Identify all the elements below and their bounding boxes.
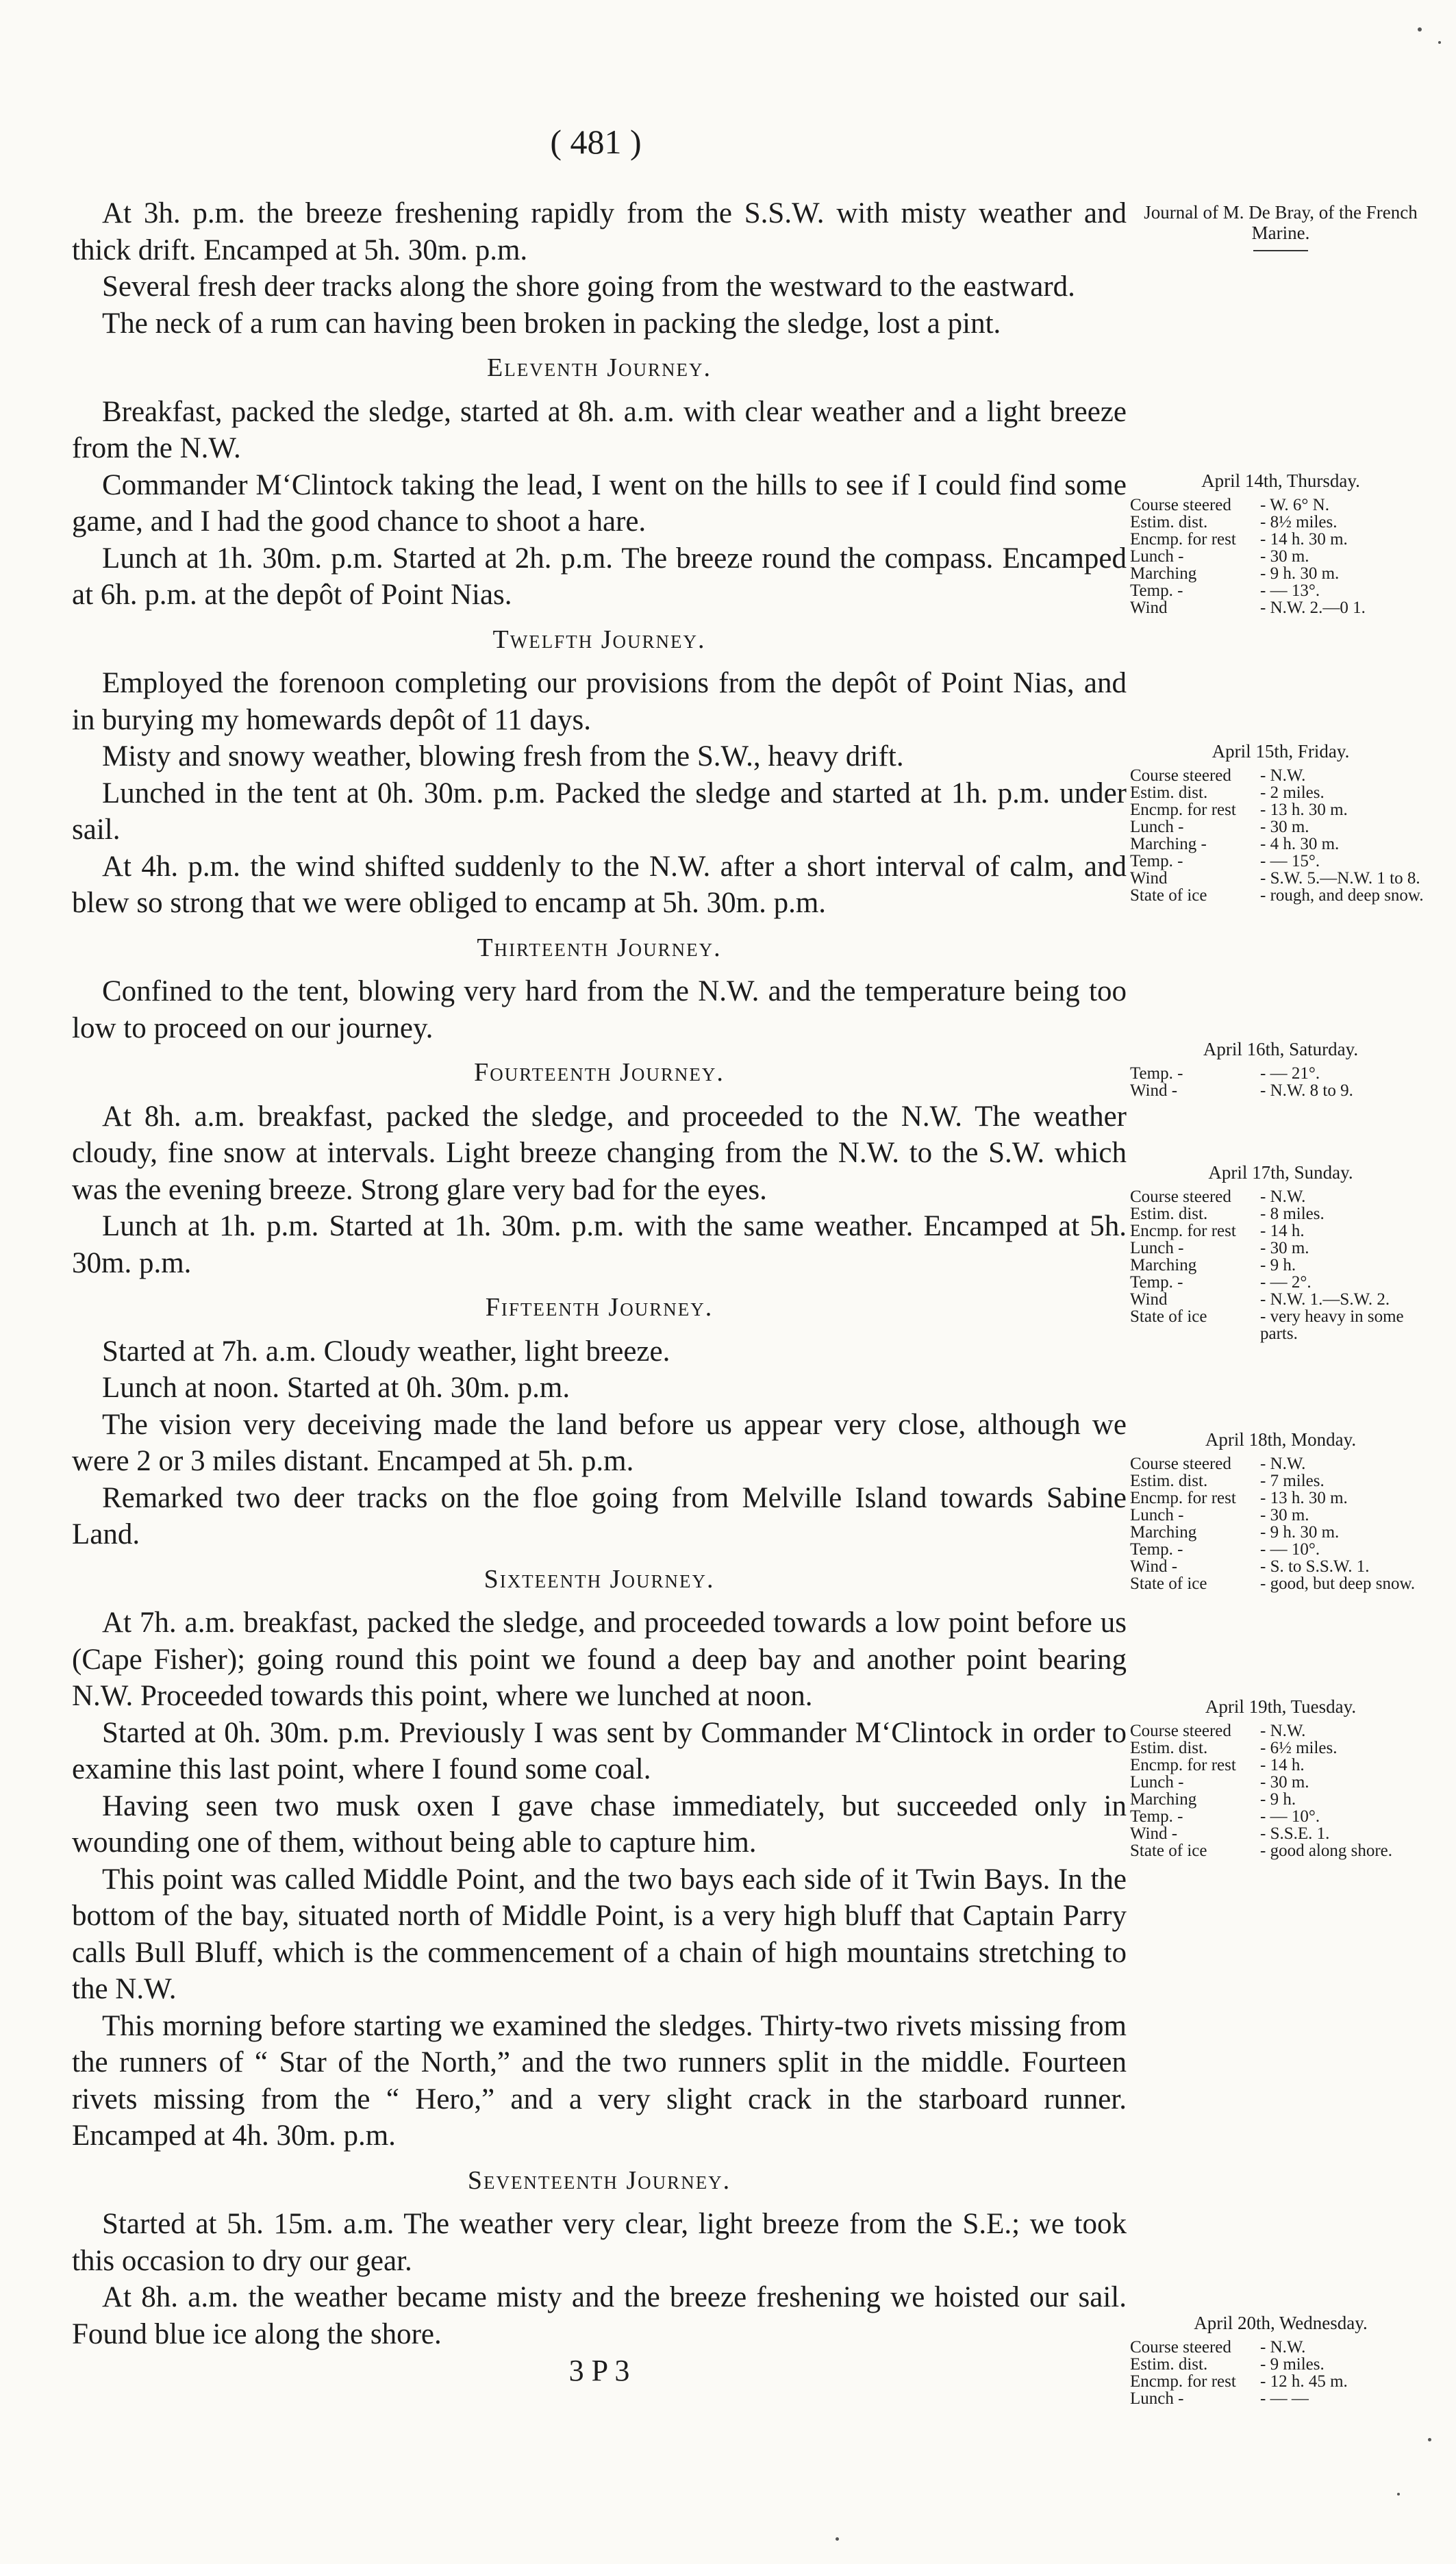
log-date: April 15th, Friday.: [1212, 741, 1350, 762]
log-value: - S. to S.S.W. 1.: [1260, 1557, 1370, 1576]
log-row: [1130, 1791, 1431, 1808]
log-row: [1130, 1082, 1431, 1099]
log-value: - 9 h.: [1260, 1790, 1296, 1809]
paragraph: The vision very deceiving made the land before us appear very close, although we were 2 or 3 miles distant. Encamped at 5h. p.m.: [72, 1408, 1127, 1477]
log-row: [1130, 599, 1431, 616]
log-row: [1130, 1065, 1431, 1082]
log-row: [1130, 1842, 1431, 1859]
page-number: ( 481 ): [550, 123, 642, 161]
log-key: Marching: [1130, 1790, 1197, 1809]
log-key: Wind: [1130, 869, 1168, 888]
paragraph: At 3h. p.m. the breeze freshening rapidly from the S.S.W. with misty weather and thick drift. Encamped at 5h. 30m. p.m.: [72, 197, 1127, 266]
log-key: Course steered: [1130, 2338, 1231, 2356]
log-value: - very heavy in some parts.: [1260, 1307, 1404, 1343]
paragraph: Misty and snowy weather, blowing fresh from the S.W., heavy drift.: [102, 740, 904, 772]
margin-log-entry: [1130, 2315, 1431, 2407]
log-key: Estim. dist.: [1130, 2355, 1208, 2374]
log-row: [1130, 1774, 1431, 1791]
log-key: Wind -: [1130, 1081, 1178, 1100]
log-value: - S.S.E. 1.: [1260, 1824, 1330, 1843]
journey-heading: Seventeenth Journey.: [467, 2165, 731, 2195]
log-key: Marching: [1130, 564, 1197, 583]
log-key: Temp. -: [1130, 1807, 1183, 1826]
log-value: - 6½ miles.: [1260, 1739, 1338, 1757]
log-row: [1130, 1291, 1431, 1308]
log-row: [1130, 1205, 1431, 1222]
log-key: State of ice: [1130, 1307, 1207, 1326]
log-value: - 13 h. 30 m.: [1260, 801, 1348, 819]
log-row: [1130, 1472, 1431, 1490]
log-value: - rough, and deep snow.: [1260, 886, 1424, 905]
journey-heading: Twelfth Journey.: [492, 625, 706, 654]
scan-speck: [836, 2537, 839, 2541]
divider-rule: [1253, 250, 1308, 251]
log-row: [1130, 1274, 1431, 1291]
log-value: - N.W.: [1260, 1722, 1306, 1740]
log-key: Estim. dist.: [1130, 783, 1208, 802]
log-row: [1130, 853, 1431, 870]
log-row: [1130, 887, 1431, 904]
margin-log-entry: [1130, 470, 1431, 617]
log-value: - W. 6° N.: [1260, 496, 1329, 514]
log-date: April 16th, Saturday.: [1203, 1039, 1359, 1059]
log-value: - 13 h. 30 m.: [1260, 1489, 1348, 1507]
log-date: April 14th, Thursday.: [1201, 470, 1360, 491]
log-key: Marching: [1130, 1523, 1197, 1542]
log-row: [1130, 1524, 1431, 1541]
log-key: Temp. -: [1130, 581, 1183, 600]
log-value: - 30 m.: [1260, 547, 1309, 566]
log-value: - N.W. 8 to 9.: [1260, 1081, 1353, 1100]
log-value: - 30 m.: [1260, 818, 1309, 836]
log-row: [1130, 514, 1431, 531]
log-value: - 14 h.: [1260, 1756, 1305, 1774]
journal-attribution: Journal of M. De Bray, of the French Marine.: [1144, 202, 1418, 243]
log-key: Lunch -: [1130, 547, 1184, 566]
margin-log-entry: [1130, 1041, 1431, 1099]
log-row: [1130, 1507, 1431, 1524]
log-row: [1130, 582, 1431, 599]
log-key: State of ice: [1130, 1574, 1207, 1593]
log-row: [1130, 801, 1431, 818]
paragraph: At 8h. a.m. breakfast, packed the sledge, and proceeded to the N.W. The weather cloudy, fine snow at intervals. Light breeze changing from the N.W. to the S.W. which was the evening breeze. Strong glare very bad for the eyes.: [72, 1100, 1127, 1206]
log-row: [1130, 531, 1431, 548]
log-value: - 12 h. 45 m.: [1260, 2372, 1348, 2391]
paragraph: Having seen two musk oxen I gave chase immediately, but succeeded only in wounding one of them, without being able to capture him.: [72, 1789, 1127, 1859]
log-value: - 14 h.: [1260, 1222, 1305, 1240]
log-row: [1130, 784, 1431, 801]
log-row: [1130, 1240, 1431, 1257]
log-key: Temp. -: [1130, 1064, 1183, 1083]
log-key: Encmp. for rest: [1130, 1489, 1236, 1507]
log-key: Lunch -: [1130, 1506, 1184, 1524]
log-key: Lunch -: [1130, 2389, 1184, 2408]
log-value: - 14 h. 30 m.: [1260, 530, 1348, 549]
log-row: [1130, 1825, 1431, 1842]
paragraph: At 4h. p.m. the wind shifted suddenly to the N.W. after a short interval of calm, and blew so strong that we were obliged to encamp at 5h. 30m. p.m.: [72, 850, 1127, 919]
scan-speck: [1428, 2438, 1431, 2441]
log-value: - 9 h.: [1260, 1256, 1296, 1274]
log-key: Course steered: [1130, 1187, 1231, 1206]
log-key: Course steered: [1130, 1722, 1231, 1740]
log-value: - 30 m.: [1260, 1506, 1309, 1524]
log-value: - N.W. 2.—0 1.: [1260, 599, 1366, 617]
log-row: [1130, 1541, 1431, 1558]
paragraph: Lunch at 1h. 30m. p.m. Started at 2h. p.m. The breeze round the compass. Encamped at 6h. p.m. at the depôt of Point Nias.: [72, 542, 1127, 611]
log-value: - 2 miles.: [1260, 783, 1325, 802]
log-row: [1130, 1558, 1431, 1575]
log-value: - 30 m.: [1260, 1773, 1309, 1792]
journey-heading: Sixteenth Journey.: [484, 1564, 715, 1594]
log-row: [1130, 1722, 1431, 1739]
margin-log-entry: [1130, 743, 1431, 904]
margin-log-entry: [1130, 1698, 1431, 1859]
log-value: - 8 miles.: [1260, 1205, 1325, 1223]
log-key: Estim. dist.: [1130, 1472, 1208, 1490]
log-key: Wind: [1130, 1290, 1168, 1309]
log-date: April 20th, Wednesday.: [1194, 2313, 1368, 2333]
log-value: - N.W. 1.—S.W. 2.: [1260, 1290, 1390, 1309]
margin-log-entry: [1130, 1164, 1431, 1342]
log-key: Encmp. for rest: [1130, 1222, 1236, 1240]
log-row: [1130, 1188, 1431, 1205]
scan-speck: [1438, 41, 1441, 44]
paragraph: Several fresh deer tracks along the shore going from the westward to the eastward.: [102, 271, 1075, 303]
paragraph: Lunch at 1h. p.m. Started at 1h. 30m. p.m. with the same weather. Encamped at 5h. 30m. p.m.: [72, 1210, 1127, 1279]
paragraph: Started at 0h. 30m. p.m. Previously I was sent by Commander M‘Clintock in order to examine this last point, where I found some coal.: [72, 1716, 1127, 1785]
log-value: - 9 h. 30 m.: [1260, 564, 1340, 583]
log-key: Course steered: [1130, 1455, 1231, 1473]
log-key: Marching: [1130, 1256, 1197, 1274]
journey-heading: Thirteenth Journey.: [477, 933, 722, 962]
log-value: - — 15°.: [1260, 852, 1320, 870]
log-key: Marching -: [1130, 835, 1207, 853]
log-value: - 4 h. 30 m.: [1260, 835, 1340, 853]
log-row: [1130, 818, 1431, 835]
log-row: [1130, 565, 1431, 582]
log-row: [1130, 1308, 1431, 1342]
journey-heading: Fourteenth Journey.: [474, 1058, 725, 1087]
margin-journal-note: [1130, 202, 1431, 251]
log-row: [1130, 1739, 1431, 1757]
log-date: April 17th, Sunday.: [1208, 1162, 1353, 1183]
log-row: [1130, 2339, 1431, 2356]
log-row: [1130, 870, 1431, 887]
log-row: [1130, 2356, 1431, 2373]
log-value: - 9 miles.: [1260, 2355, 1325, 2374]
log-key: Wind -: [1130, 1557, 1178, 1576]
paragraph: Remarked two deer tracks on the floe going from Melville Island towards Sabine Land.: [72, 1481, 1127, 1550]
log-value: - N.W.: [1260, 1187, 1306, 1206]
log-date: April 18th, Monday.: [1205, 1429, 1357, 1450]
paragraph: Started at 5h. 15m. a.m. The weather very clear, light breeze from the S.E.; we took this occasion to dry our gear.: [72, 2208, 1127, 2277]
log-key: Estim. dist.: [1130, 513, 1208, 531]
signature-mark: 3 P 3: [568, 2354, 630, 2387]
log-value: - 9 h. 30 m.: [1260, 1523, 1340, 1542]
log-value: - 8½ miles.: [1260, 513, 1338, 531]
log-key: Lunch -: [1130, 1773, 1184, 1792]
log-value: - — —: [1260, 2389, 1309, 2408]
scan-speck: [1397, 2493, 1400, 2496]
log-key: Encmp. for rest: [1130, 1756, 1236, 1774]
scan-speck: [1418, 27, 1422, 32]
log-row: [1130, 767, 1431, 784]
paragraph: At 8h. a.m. the weather became misty and the breeze freshening we hoisted our sail. Found blue ice along the shore.: [72, 2281, 1127, 2350]
log-key: Encmp. for rest: [1130, 530, 1236, 549]
log-key: Wind -: [1130, 1824, 1178, 1843]
log-row: [1130, 2390, 1431, 2407]
log-value: - good along shore.: [1260, 1842, 1393, 1860]
paragraph: Started at 7h. a.m. Cloudy weather, light breeze.: [102, 1335, 670, 1368]
log-key: Temp. -: [1130, 852, 1183, 870]
log-key: Wind: [1130, 599, 1168, 617]
paragraph: Commander M‘Clintock taking the lead, I went on the hills to see if I could find some game, and I had the good chance to shoot a hare.: [72, 468, 1127, 538]
log-row: [1130, 1757, 1431, 1774]
log-value: - good, but deep snow.: [1260, 1574, 1416, 1593]
log-row: [1130, 1575, 1431, 1592]
log-value: - — 13°.: [1260, 581, 1320, 600]
log-value: - — 2°.: [1260, 1273, 1311, 1292]
log-key: Estim. dist.: [1130, 1205, 1208, 1223]
paragraph: The neck of a rum can having been broken in packing the sledge, lost a pint.: [102, 307, 1001, 340]
paragraph: Confined to the tent, blowing very hard from the N.W. and the temperature being too low to proceed on our journey.: [72, 975, 1127, 1044]
log-row: [1130, 1490, 1431, 1507]
log-key: Temp. -: [1130, 1273, 1183, 1292]
log-key: Encmp. for rest: [1130, 2372, 1236, 2391]
log-key: State of ice: [1130, 886, 1207, 905]
log-row: [1130, 1222, 1431, 1240]
log-row: [1130, 497, 1431, 514]
paragraph: Lunched in the tent at 0h. 30m. p.m. Packed the sledge and started at 1h. p.m. under sail.: [72, 777, 1127, 846]
log-key: Course steered: [1130, 766, 1231, 785]
log-value: - N.W.: [1260, 1455, 1306, 1473]
paragraph: Lunch at noon. Started at 0h. 30m. p.m.: [102, 1372, 570, 1404]
main-text-column: [72, 195, 1127, 2389]
log-value: - N.W.: [1260, 2338, 1306, 2356]
log-value: - — 21°.: [1260, 1064, 1320, 1083]
log-row: [1130, 1455, 1431, 1472]
journey-heading: Eleventh Journey.: [487, 353, 712, 382]
paragraph: At 7h. a.m. breakfast, packed the sledge, and proceeded towards a low point before us (Cape Fisher); going round this point we found a deep bay and another point bearing N.W. Proceeded towards this point, where we lunched at noon.: [72, 1607, 1127, 1712]
log-key: Lunch -: [1130, 1239, 1184, 1257]
log-value: - 30 m.: [1260, 1239, 1309, 1257]
log-row: [1130, 835, 1431, 853]
log-value: - — 10°.: [1260, 1807, 1320, 1826]
log-row: [1130, 548, 1431, 565]
log-key: Course steered: [1130, 496, 1231, 514]
log-key: Encmp. for rest: [1130, 801, 1236, 819]
log-value: - 7 miles.: [1260, 1472, 1325, 1490]
paragraph: Breakfast, packed the sledge, started at 8h. a.m. with clear weather and a light breeze from the N.W.: [72, 395, 1127, 464]
log-row: [1130, 1257, 1431, 1274]
log-key: Temp. -: [1130, 1540, 1183, 1559]
paragraph: Employed the forenoon completing our provisions from the depôt of Point Nias, and in burying my homewards depôt of 11 days.: [72, 667, 1127, 736]
log-value: - — 10°.: [1260, 1540, 1320, 1559]
log-value: - N.W.: [1260, 766, 1306, 785]
margin-log-entry: [1130, 1431, 1431, 1592]
paragraph: This morning before starting we examined the sledges. Thirty-two rivets missing from the runners of “ Star of the North,” and the two runners split in the middle. Fourteen rivets missing from the “ Hero,” and a very slight crack in the starboard runner. Encamped at 4h. 30m. p.m.: [72, 2009, 1127, 2152]
log-date: April 19th, Tuesday.: [1205, 1696, 1357, 1717]
log-key: Estim. dist.: [1130, 1739, 1208, 1757]
log-key: State of ice: [1130, 1842, 1207, 1860]
log-row: [1130, 2373, 1431, 2390]
log-value: - S.W. 5.—N.W. 1 to 8.: [1260, 869, 1420, 888]
paragraph: This point was called Middle Point, and the two bays each side of it Twin Bays. In the bottom of the bay, situated north of Middle Point, is a very high bluff that Captain Parry calls Bull Bluff, which is the commencement of a chain of high mountains stretching to the N.W.: [72, 1863, 1127, 2005]
journey-heading: Fifteenth Journey.: [485, 1293, 714, 1322]
log-row: [1130, 1808, 1431, 1825]
log-key: Lunch -: [1130, 818, 1184, 836]
